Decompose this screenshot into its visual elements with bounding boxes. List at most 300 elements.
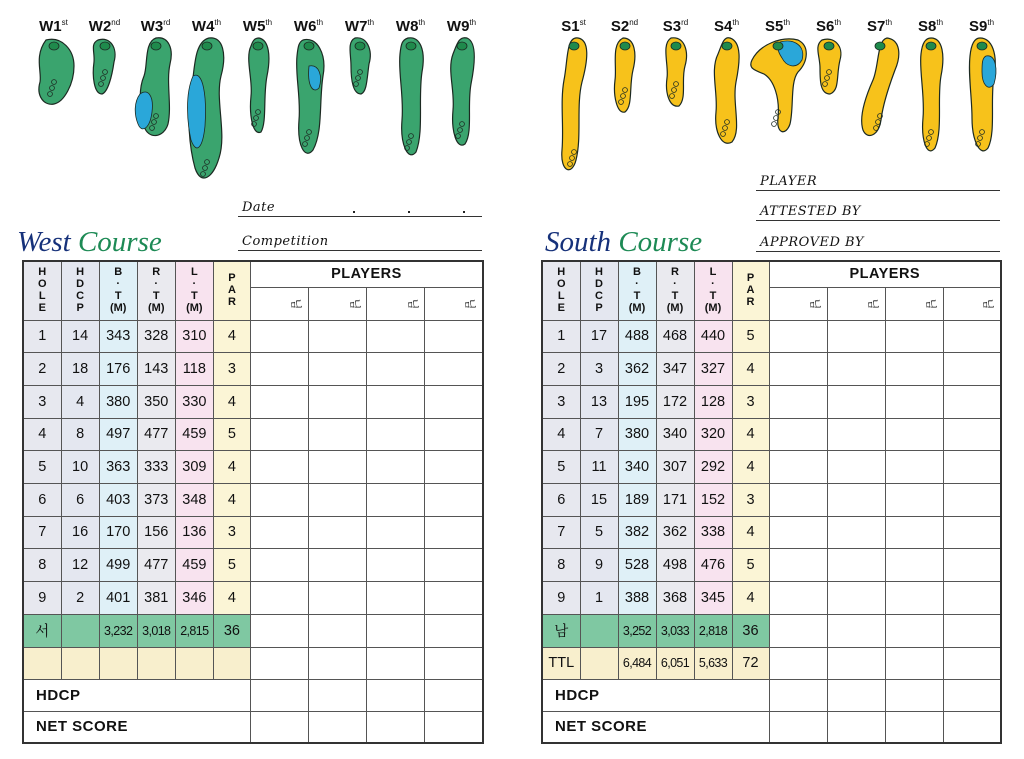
hole-number: 6 — [23, 483, 61, 516]
south-title-word2: Course — [618, 226, 703, 258]
subtotal-lt: 2,818 — [694, 614, 732, 647]
player-name-suffix: 님 — [981, 298, 994, 309]
west-title-word2: Course — [77, 226, 162, 258]
player-label: PLAYER — [760, 174, 818, 189]
hole-map-w8 — [385, 10, 436, 186]
back-tee-distance: 388 — [618, 582, 656, 615]
subtotal-rt: 3,033 — [656, 614, 694, 647]
score-entry-cell[interactable] — [309, 516, 367, 549]
hole-par: 4 — [213, 320, 250, 353]
score-entry-cell[interactable] — [425, 483, 483, 516]
score-entry-cell[interactable] — [769, 418, 827, 451]
hdcp-row — [542, 679, 1001, 711]
hole-number: 3 — [23, 385, 61, 418]
hdcp-entry-cell[interactable] — [309, 679, 367, 711]
ladies-tee-distance: 476 — [694, 549, 732, 582]
net-score-entry-cell[interactable] — [250, 711, 308, 743]
hole-row — [23, 516, 483, 549]
back-tee-distance: 176 — [99, 353, 137, 386]
hole-row — [23, 418, 483, 451]
player-name-cell[interactable] — [769, 287, 827, 320]
regular-tee-distance: 333 — [137, 451, 175, 484]
score-entry-cell[interactable] — [943, 582, 1001, 615]
score-entry-cell[interactable] — [943, 320, 1001, 353]
back-tee-distance: 499 — [99, 549, 137, 582]
putting-green-shape — [202, 42, 212, 50]
score-entry-cell[interactable] — [827, 385, 885, 418]
attested-by-label: ATTESTED BY — [760, 204, 861, 219]
total-score-cell[interactable] — [425, 647, 483, 679]
score-entry-cell[interactable] — [943, 418, 1001, 451]
score-entry-cell[interactable] — [943, 483, 1001, 516]
column-header-label: P A R — [227, 272, 236, 309]
score-entry-cell[interactable] — [769, 516, 827, 549]
column-header-label: B · T (M) — [628, 266, 646, 315]
hole-handicap: 14 — [61, 320, 99, 353]
putting-green-shape — [49, 42, 59, 50]
total-score-cell[interactable] — [827, 647, 885, 679]
hole-column-header — [542, 261, 580, 320]
hole-row — [23, 451, 483, 484]
hole-par: 4 — [732, 418, 769, 451]
hole-handicap: 9 — [580, 549, 618, 582]
score-entry-cell[interactable] — [425, 582, 483, 615]
column-header-label: H D C P — [76, 266, 85, 315]
par-column-header — [732, 261, 769, 320]
hole-map-w6 — [283, 10, 334, 186]
hole-layout-icon — [90, 36, 120, 96]
score-entry-cell[interactable] — [250, 451, 308, 484]
hole-par: 3 — [732, 483, 769, 516]
hole-map-s7 — [854, 10, 905, 176]
hdcp-entry-cell[interactable] — [827, 679, 885, 711]
ladies-tee-distance: 320 — [694, 418, 732, 451]
back-tee-distance: 362 — [618, 353, 656, 386]
score-entry-cell[interactable] — [309, 549, 367, 582]
total-hdcp — [580, 647, 618, 679]
hdcp-entry-cell[interactable] — [769, 679, 827, 711]
hole-map-s6 — [803, 10, 854, 176]
score-entry-cell[interactable] — [367, 582, 425, 615]
score-entry-cell[interactable] — [885, 516, 943, 549]
total-rt — [137, 647, 175, 679]
hole-par: 4 — [732, 353, 769, 386]
net-score-entry-cell[interactable] — [425, 711, 483, 743]
ladies-tee-distance: 440 — [694, 320, 732, 353]
score-entry-cell[interactable] — [425, 516, 483, 549]
back-tee-distance: 340 — [618, 451, 656, 484]
hole-map-w7 — [334, 10, 385, 186]
column-header-label: R · T (M) — [666, 266, 684, 315]
score-entry-cell[interactable] — [250, 418, 308, 451]
score-entry-cell[interactable] — [309, 353, 367, 386]
water-hazard-shape — [187, 75, 205, 148]
player-name-suffix: 님 — [405, 298, 418, 309]
score-entry-cell[interactable] — [827, 483, 885, 516]
player-name-cell[interactable] — [827, 287, 885, 320]
hole-handicap: 2 — [61, 582, 99, 615]
putting-green-shape — [926, 42, 936, 50]
subtotal-score-cell[interactable] — [367, 614, 425, 647]
hdcp-row-label: HDCP — [542, 679, 769, 711]
hole-label: W7th — [344, 18, 375, 35]
score-entry-cell[interactable] — [943, 451, 1001, 484]
column-header-label: R · T (M) — [148, 266, 165, 315]
hole-number: 2 — [23, 353, 61, 386]
hole-label: W4th — [191, 18, 222, 35]
hdcp-entry-cell[interactable] — [367, 679, 425, 711]
hdcp-entry-cell[interactable] — [943, 679, 1001, 711]
approved-by-label: APPROVED BY — [760, 235, 864, 250]
date-separator — [353, 211, 355, 213]
hole-handicap: 3 — [580, 353, 618, 386]
score-entry-cell[interactable] — [309, 320, 367, 353]
competition-label: Competition — [242, 234, 329, 249]
subtotal-score-cell[interactable] — [309, 614, 367, 647]
hole-label: S4th — [713, 18, 740, 35]
score-entry-cell[interactable] — [827, 353, 885, 386]
score-entry-cell[interactable] — [367, 353, 425, 386]
hole-par: 5 — [732, 320, 769, 353]
score-entry-cell[interactable] — [367, 549, 425, 582]
total-score-cell[interactable] — [367, 647, 425, 679]
subtotal-hdcp — [61, 614, 99, 647]
ladies-tee-distance: 348 — [175, 483, 213, 516]
back-tee-distance: 195 — [618, 385, 656, 418]
putting-green-shape — [304, 42, 314, 50]
hole-layout-icon — [746, 36, 810, 136]
score-entry-cell[interactable] — [769, 582, 827, 615]
score-entry-cell[interactable] — [827, 418, 885, 451]
date-label: Date — [242, 200, 276, 215]
hole-layout-icon — [32, 36, 76, 106]
hole-par: 3 — [732, 385, 769, 418]
score-entry-cell[interactable] — [885, 451, 943, 484]
hole-layout-icon — [289, 36, 329, 156]
score-entry-cell[interactable] — [827, 320, 885, 353]
player-name-suffix: 님 — [808, 298, 821, 309]
hole-handicap: 5 — [580, 516, 618, 549]
score-entry-cell[interactable] — [367, 516, 425, 549]
attested-by-field[interactable] — [756, 202, 1000, 221]
regular-tee-distance: 172 — [656, 385, 694, 418]
column-header-label: H D C P — [595, 266, 603, 315]
hole-number: 8 — [542, 549, 580, 582]
score-entry-cell[interactable] — [250, 516, 308, 549]
player-field[interactable] — [756, 172, 1000, 191]
hole-label: S1st — [561, 18, 586, 35]
putting-green-shape — [100, 42, 110, 50]
subtotal-par: 36 — [732, 614, 769, 647]
subtotal-score-cell[interactable] — [250, 614, 308, 647]
score-entry-cell[interactable] — [425, 549, 483, 582]
putting-green-shape — [722, 42, 732, 50]
score-entry-cell[interactable] — [827, 549, 885, 582]
competition-field[interactable] — [238, 232, 482, 251]
score-entry-cell[interactable] — [425, 418, 483, 451]
score-entry-cell[interactable] — [250, 582, 308, 615]
subtotal-score-cell[interactable] — [425, 614, 483, 647]
water-hazard-shape — [982, 56, 996, 87]
hole-handicap: 8 — [61, 418, 99, 451]
score-entry-cell[interactable] — [769, 353, 827, 386]
net-score-row — [23, 711, 483, 743]
total-score-cell[interactable] — [885, 647, 943, 679]
subtotal-score-cell[interactable] — [943, 614, 1001, 647]
ladies-tee-distance: 310 — [175, 320, 213, 353]
player-name-cell[interactable] — [250, 287, 308, 320]
date-separator — [463, 211, 465, 213]
score-entry-cell[interactable] — [250, 483, 308, 516]
score-entry-cell[interactable] — [943, 549, 1001, 582]
score-entry-cell[interactable] — [309, 483, 367, 516]
hole-par: 5 — [213, 418, 250, 451]
hole-row — [23, 483, 483, 516]
hole-label: W2nd — [88, 18, 121, 35]
hole-row — [542, 353, 1001, 386]
hole-map-s4 — [701, 10, 752, 176]
score-entry-cell[interactable] — [309, 451, 367, 484]
hole-row — [542, 483, 1001, 516]
hole-number: 4 — [542, 418, 580, 451]
score-entry-cell[interactable] — [367, 418, 425, 451]
player-name-cell[interactable] — [367, 287, 425, 320]
hole-handicap: 4 — [61, 385, 99, 418]
subtotal-label: 남 — [542, 614, 580, 647]
subtotal-bt: 3,232 — [99, 614, 137, 647]
regular-tee-distance: 328 — [137, 320, 175, 353]
regular-tee-distance: 143 — [137, 353, 175, 386]
regular-tee-distance: 381 — [137, 582, 175, 615]
player-name-suffix: 님 — [866, 298, 879, 309]
net-score-row-label: NET SCORE — [542, 711, 769, 743]
hole-column-header — [23, 261, 61, 320]
subtotal-par: 36 — [213, 614, 250, 647]
regular-tee-distance: 368 — [656, 582, 694, 615]
hole-label: S8th — [917, 18, 944, 35]
hole-layout-icon — [964, 36, 1000, 156]
net-score-entry-cell[interactable] — [769, 711, 827, 743]
score-entry-cell[interactable] — [885, 418, 943, 451]
hole-map-w3 — [130, 10, 181, 186]
hole-map-s9 — [956, 10, 1007, 176]
hole-label: S6th — [815, 18, 842, 35]
score-entry-cell[interactable] — [943, 353, 1001, 386]
putting-green-shape — [406, 42, 416, 50]
total-score-cell[interactable] — [943, 647, 1001, 679]
score-entry-cell[interactable] — [885, 320, 943, 353]
hole-number: 8 — [23, 549, 61, 582]
regular-tee-distance: 340 — [656, 418, 694, 451]
hdcp-entry-cell[interactable] — [885, 679, 943, 711]
score-entry-cell[interactable] — [250, 385, 308, 418]
total-par: 72 — [732, 647, 769, 679]
hole-label: S9th — [968, 18, 995, 35]
score-entry-cell[interactable] — [425, 320, 483, 353]
score-entry-cell[interactable] — [885, 483, 943, 516]
score-entry-cell[interactable] — [885, 549, 943, 582]
score-entry-cell[interactable] — [309, 385, 367, 418]
total-bt — [99, 647, 137, 679]
date-field[interactable] — [238, 198, 482, 217]
regular-tee-distance: 156 — [137, 516, 175, 549]
total-score-cell[interactable] — [250, 647, 308, 679]
player-name-cell[interactable] — [885, 287, 943, 320]
total-hdcp — [61, 647, 99, 679]
subtotal-hdcp — [580, 614, 618, 647]
hole-label: W6th — [293, 18, 324, 35]
par-column-header — [213, 261, 250, 320]
hole-map-w2 — [79, 10, 130, 186]
score-entry-cell[interactable] — [425, 451, 483, 484]
score-entry-cell[interactable] — [769, 451, 827, 484]
player-name-cell[interactable] — [309, 287, 367, 320]
hole-layout-icon — [556, 36, 592, 176]
hole-row — [542, 516, 1001, 549]
score-entry-cell[interactable] — [425, 385, 483, 418]
players-header: PLAYERS — [250, 261, 483, 287]
hole-handicap: 6 — [61, 483, 99, 516]
hole-row — [542, 320, 1001, 353]
subtotal-score-cell[interactable] — [827, 614, 885, 647]
total-row — [542, 647, 1001, 679]
hole-layout-icon — [609, 36, 641, 114]
regular-tee-distance: 468 — [656, 320, 694, 353]
back-tee-distance: 343 — [99, 320, 137, 353]
score-entry-cell[interactable] — [885, 582, 943, 615]
back-tee-distance: 189 — [618, 483, 656, 516]
hdcp-column-header — [61, 261, 99, 320]
hole-par: 4 — [213, 451, 250, 484]
score-entry-cell[interactable] — [827, 582, 885, 615]
hole-par: 4 — [732, 516, 769, 549]
hole-handicap: 12 — [61, 549, 99, 582]
net-score-entry-cell[interactable] — [309, 711, 367, 743]
score-entry-cell[interactable] — [367, 385, 425, 418]
ladies-tee-distance: 345 — [694, 582, 732, 615]
hole-handicap: 13 — [580, 385, 618, 418]
back-tee-distance: 488 — [618, 320, 656, 353]
tee-box-shape — [771, 122, 776, 127]
hole-handicap: 15 — [580, 483, 618, 516]
player-name-suffix: 님 — [289, 298, 302, 309]
hole-number: 4 — [23, 418, 61, 451]
west-hole-maps — [28, 10, 487, 186]
score-entry-cell[interactable] — [367, 483, 425, 516]
score-entry-cell[interactable] — [885, 385, 943, 418]
score-entry-cell[interactable] — [827, 516, 885, 549]
hole-par: 5 — [732, 549, 769, 582]
hole-row — [542, 549, 1001, 582]
score-entry-cell[interactable] — [367, 320, 425, 353]
subtotal-row — [542, 614, 1001, 647]
score-entry-cell[interactable] — [769, 549, 827, 582]
hole-row — [23, 353, 483, 386]
players-header: PLAYERS — [769, 261, 1001, 287]
net-score-entry-cell[interactable] — [943, 711, 1001, 743]
hole-layout-icon — [394, 36, 428, 160]
date-separator — [408, 211, 410, 213]
score-entry-cell[interactable] — [367, 451, 425, 484]
hole-layout-icon — [241, 36, 275, 136]
total-score-cell[interactable] — [769, 647, 827, 679]
fairway-shape — [248, 38, 268, 133]
score-entry-cell[interactable] — [250, 549, 308, 582]
net-score-entry-cell[interactable] — [827, 711, 885, 743]
approved-by-field[interactable] — [756, 233, 1000, 252]
back-tee-distance: 382 — [618, 516, 656, 549]
ladies-tee-distance: 327 — [694, 353, 732, 386]
ladies-tee-distance: 292 — [694, 451, 732, 484]
south-hole-maps — [548, 10, 1007, 176]
hole-layout-icon — [659, 36, 693, 108]
hole-row — [23, 549, 483, 582]
total-score-cell[interactable] — [309, 647, 367, 679]
score-entry-cell[interactable] — [769, 385, 827, 418]
hole-handicap: 17 — [580, 320, 618, 353]
back-tee-distance: 170 — [99, 516, 137, 549]
hole-label: S5th — [764, 18, 791, 35]
score-entry-cell[interactable] — [827, 451, 885, 484]
subtotal-rt: 3,018 — [137, 614, 175, 647]
score-entry-cell[interactable] — [250, 320, 308, 353]
player-name-suffix: 님 — [347, 298, 360, 309]
hole-row — [23, 582, 483, 615]
hole-row — [542, 582, 1001, 615]
hole-number: 9 — [542, 582, 580, 615]
hole-layout-icon — [445, 36, 479, 148]
score-entry-cell[interactable] — [309, 582, 367, 615]
score-entry-cell[interactable] — [885, 353, 943, 386]
hole-layout-icon — [855, 36, 905, 140]
total-lt — [175, 647, 213, 679]
score-entry-cell[interactable] — [250, 353, 308, 386]
score-entry-cell[interactable] — [769, 483, 827, 516]
hole-label: S2nd — [610, 18, 639, 35]
hdcp-entry-cell[interactable] — [425, 679, 483, 711]
total-label: TTL — [542, 647, 580, 679]
net-score-row — [542, 711, 1001, 743]
subtotal-bt: 3,252 — [618, 614, 656, 647]
putting-green-shape — [253, 42, 263, 50]
score-entry-cell[interactable] — [309, 418, 367, 451]
total-bt: 6,484 — [618, 647, 656, 679]
subtotal-score-cell[interactable] — [769, 614, 827, 647]
hole-number: 7 — [542, 516, 580, 549]
hole-handicap: 16 — [61, 516, 99, 549]
hole-number: 5 — [542, 451, 580, 484]
subtotal-label: 서 — [23, 614, 61, 647]
net-score-entry-cell[interactable] — [367, 711, 425, 743]
fairway-shape — [399, 38, 423, 155]
column-header-label: B · T (M) — [109, 266, 127, 315]
rt-column-header — [137, 261, 175, 320]
hole-number: 2 — [542, 353, 580, 386]
score-entry-cell[interactable] — [943, 385, 1001, 418]
hole-row — [542, 385, 1001, 418]
hole-number: 1 — [542, 320, 580, 353]
player-name-cell[interactable] — [943, 287, 1001, 320]
subtotal-score-cell[interactable] — [885, 614, 943, 647]
net-score-entry-cell[interactable] — [885, 711, 943, 743]
score-entry-cell[interactable] — [425, 353, 483, 386]
player-name-cell[interactable] — [425, 287, 483, 320]
south-course-title — [545, 226, 702, 259]
hole-label: W8th — [395, 18, 426, 35]
score-entry-cell[interactable] — [943, 516, 1001, 549]
score-entry-cell[interactable] — [769, 320, 827, 353]
hdcp-entry-cell[interactable] — [250, 679, 308, 711]
